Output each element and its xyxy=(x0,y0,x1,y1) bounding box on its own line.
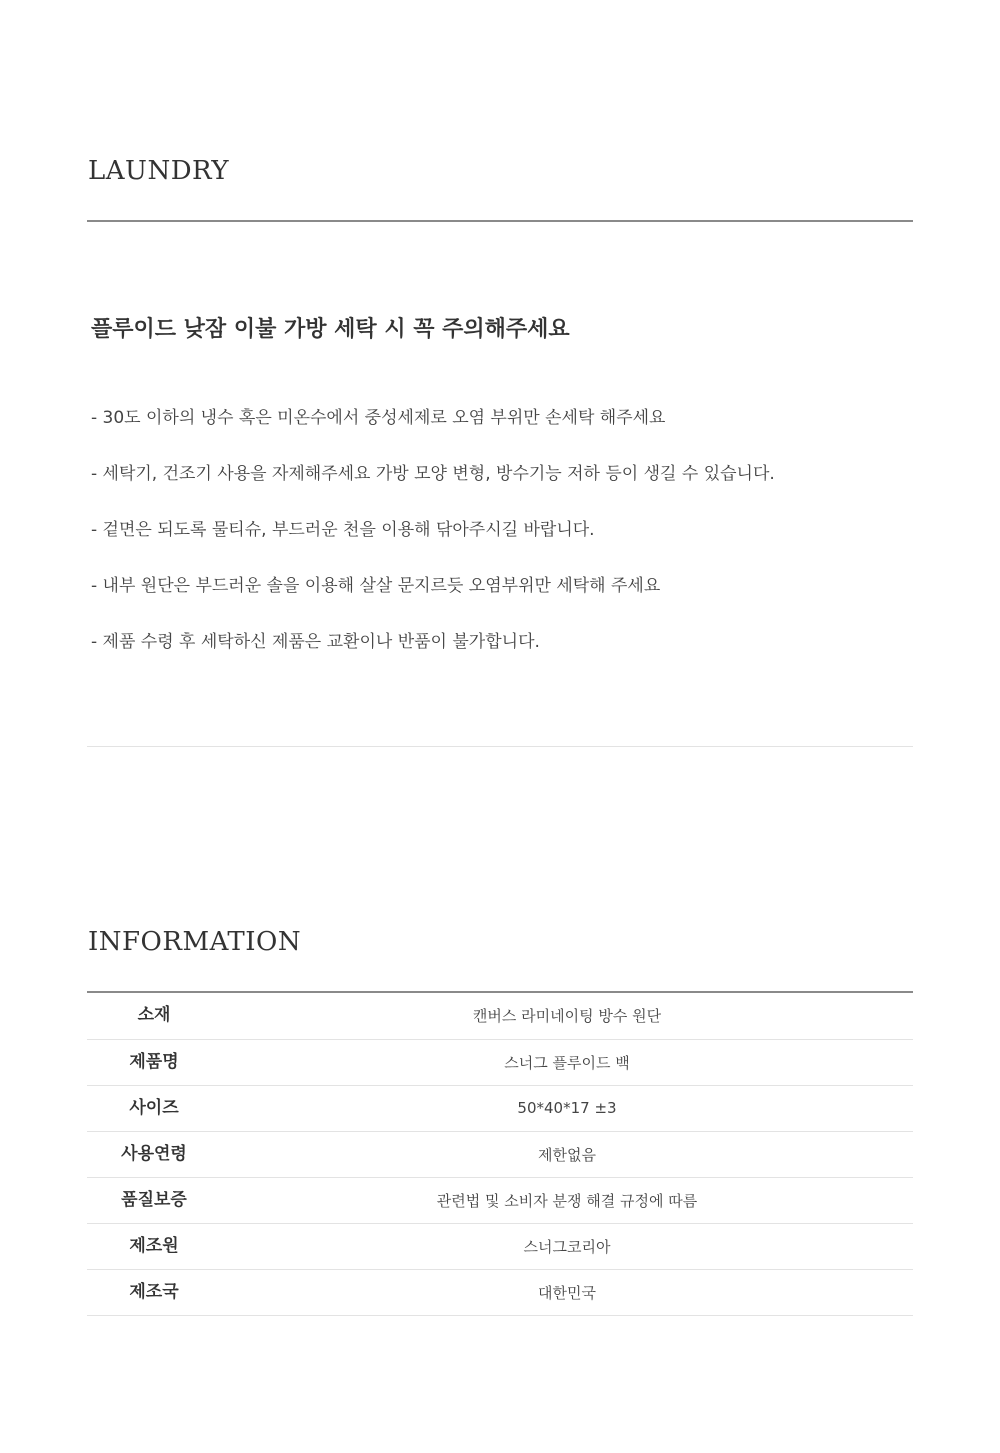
information-heading: INFORMATION xyxy=(88,927,302,957)
table-row xyxy=(87,1269,913,1315)
laundry-notice-list xyxy=(91,404,775,684)
table-row xyxy=(87,1223,913,1269)
laundry-end-divider xyxy=(87,746,913,747)
row-value: 캔버스 라미네이팅 방수 원단 xyxy=(472,1007,662,1026)
table-row xyxy=(87,1085,913,1131)
row-label: 제조국 xyxy=(129,1281,179,1302)
row-label: 소재 xyxy=(137,1005,171,1026)
row-value: 스너그코리아 xyxy=(523,1237,611,1256)
table-row xyxy=(87,1131,913,1177)
row-value: 관련법 및 소비자 분쟁 해결 규정에 따름 xyxy=(436,1191,698,1210)
laundry-heading: LAUNDRY xyxy=(88,156,229,186)
laundry-divider xyxy=(87,220,913,222)
laundry-notice-item: - 30도 이하의 냉수 혹은 미온수에서 중성세제로 오염 부위만 손세탁 해주세요 xyxy=(91,408,666,428)
row-label: 사이즈 xyxy=(129,1097,179,1118)
row-label: 품질보증 xyxy=(121,1189,187,1210)
laundry-notice-item: - 세탁기, 건조기 사용을 자제해주세요 가방 모양 변형, 방수기능 저하 등이 생길 수 있습니다. xyxy=(91,464,775,484)
table-row xyxy=(87,993,913,1039)
laundry-notice-item: - 겉면은 되도록 물티슈, 부드러운 천을 이용해 닦아주시길 바랍니다. xyxy=(91,520,595,540)
row-label: 사용연령 xyxy=(121,1143,187,1164)
row-label: 제품명 xyxy=(129,1051,179,1072)
information-table xyxy=(87,993,913,1316)
laundry-notice-title: 플루이드 낮잠 이불 가방 세탁 시 꼭 주의해주세요 xyxy=(91,317,570,342)
laundry-notice-item: - 내부 원단은 부드러운 솔을 이용해 살살 문지르듯 오염부위만 세탁해 주세요 xyxy=(91,576,661,596)
row-value: 스너그 플루이드 백 xyxy=(504,1053,630,1072)
row-value: 50*40*17 ±3 xyxy=(517,1099,617,1117)
row-label: 제조원 xyxy=(129,1235,179,1256)
table-row xyxy=(87,1177,913,1223)
table-row xyxy=(87,1039,913,1085)
row-value: 제한없음 xyxy=(538,1145,596,1164)
row-value: 대한민국 xyxy=(538,1283,596,1302)
laundry-notice-item: - 제품 수령 후 세탁하신 제품은 교환이나 반품이 불가합니다. xyxy=(91,632,540,652)
